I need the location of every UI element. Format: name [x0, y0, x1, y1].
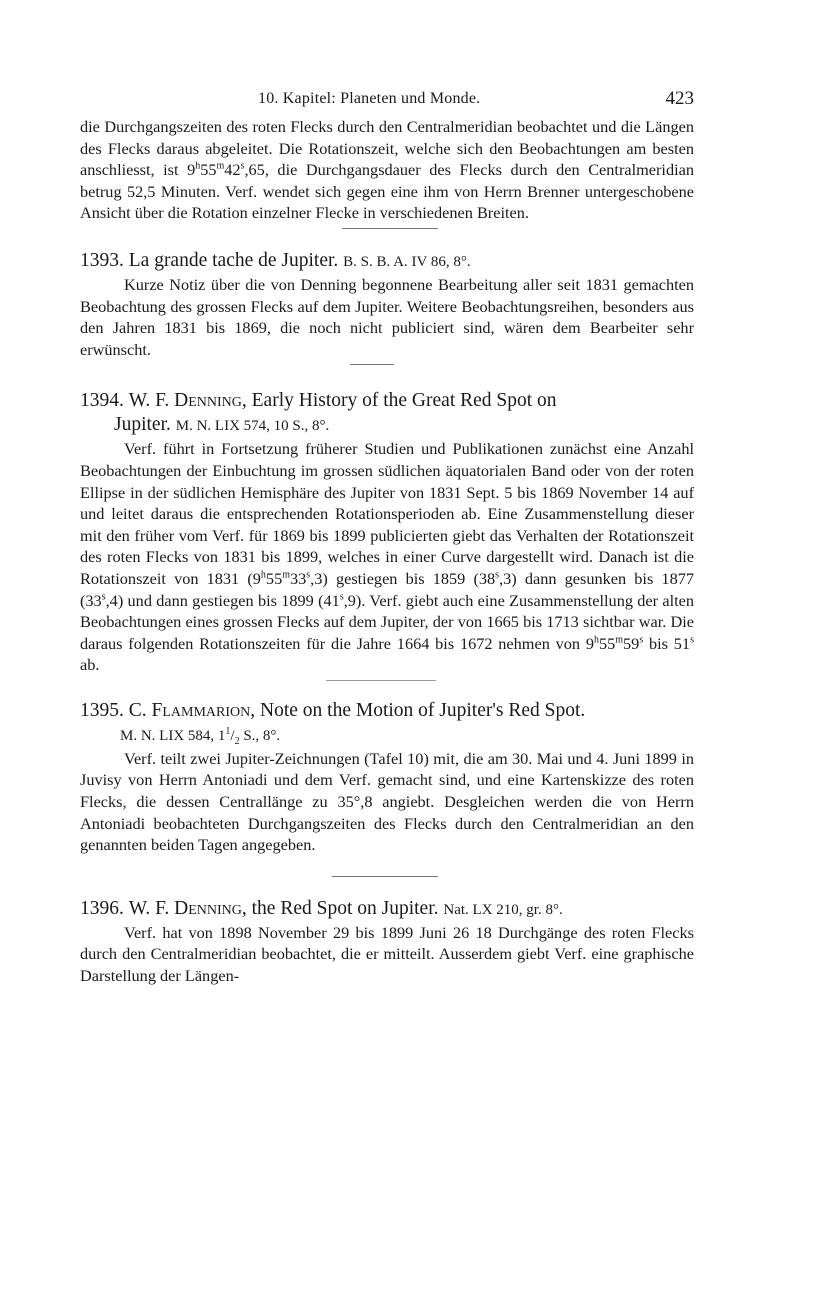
- entry-1394: [80, 389, 694, 676]
- entry-source: Nat. LX 210, gr. 8°.: [443, 901, 563, 918]
- chapter-title: 10. Kapitel: Planeten und Monde.: [258, 90, 481, 107]
- entry-title: Early History of the Great Red Spot on: [251, 390, 557, 412]
- entry-number: 1393.: [80, 249, 124, 271]
- entry-body: Verf. teilt zwei Jupiter-Zeichnungen (Tafel 10) mit, die am 30. Mai und 4. Juni 1899 in Juvisy von Herrn Antoniadi und dem Verf. gemacht sind, und eine Kartenskizze des roten Flecks, die dessen Centrallänge zu 35°,8 angiebt. Desgleichen werden die von Herrn Antoniadi beobachteten Durchgangszeiten des Flecks durch den Centralmeridian an den genannten beiden Tagen angegeben.: [80, 748, 694, 855]
- entry-source: B. S. B. A. IV 86, 8°.: [343, 253, 471, 270]
- entry-title: Note on the Motion of Jupiter's Red Spot.: [260, 699, 586, 721]
- entry-1393: [80, 249, 694, 360]
- separator-rule: [80, 224, 694, 233]
- entry-body: Kurze Notiz über die von Denning begonnene Bearbeitung aller seit 1831 gemachten Beobachtung des grossen Flecks auf dem Jupiter. Weitere Beobachtungsreihen, besonders aus den Jahren 1831 bis 1869, die noch nicht publiciert sind, wären dem Bearbeiter sehr erwünscht.: [80, 274, 694, 359]
- page-number: 423: [665, 88, 694, 109]
- entry-source: M. N. LIX 584, $1^1/_2$ S., 8°.: [120, 725, 281, 747]
- entry-body: Verf. führt in Fortsetzung früherer Studien und Publikationen zunächst eine Anzahl Beobachtungen der Einbuchtung im grossen südlichen äquatorialen Band oder von der roten Ellipse in der südlichen Hemisphäre des Jupiter von 1831 Sept. 5 bis 1869 November 14 auf und leitet daraus die entsprechenden Rotationsperioden ab. Eine Zusammenstellung dieser mit den früher vom Verf. für 1869 bis 1899 publicierten giebt das Verhalten der Rotationszeit des roten Flecks von 1831 bis 1899, welches in einer Curve dargestellt wird. Danach ist die Rotationszeit von 1831 (9$^h$55$^m$33$^s$,3) gestiegen bis 1859 (38$^s$,3) dann gesunken bis 1877 (33$^s$,4) und dann gestiegen bis 1899 (41$^s$,9). Verf. giebt auch eine Zusammenstellung der alten Beobachtungen eines grossen Flecks auf dem Jupiter, der von 1665 bis 1713 sichtbar war. Die daraus folgenden Rotationszeiten für die Jahre 1664 bis 1672 nehmen von 9$^h$55$^m$59$^s$ bis 51$^s$ ab.: [80, 439, 694, 675]
- entry-1395: [80, 699, 694, 856]
- entry-body: Verf. hat von 1898 November 29 bis 1899 Juni 26 18 Durchgänge des roten Flecks durch den Centralmeridian beobachtet, die er mitteilt. Ausserdem giebt Verf. eine graphische Darstellung der Längen-: [80, 922, 694, 986]
- book-page: [80, 88, 694, 987]
- entry-author: C. Flammarion,: [128, 699, 256, 721]
- entry-number: 1394.: [80, 390, 124, 412]
- entry-author: W. F. Denning,: [128, 390, 247, 412]
- intro-paragraph: die Durchgangszeiten des roten Flecks durch den Centralmeridian beobachtet und die Längen des Flecks daraus abgeleitet. Die Rotationszeit, welche sich den Beobachtungen am besten anschliesst, ist 9$^h$55$^m$42$^s$,65, die Durchgangsdauer des Flecks durch den Centralmeridian betrug 52,5 Minuten. Verf. wendet sich gegen eine ihm von Herrn Brenner untergeschobene Ansicht über die Rotation einzelner Flecke in verschiedenen Breiten.: [80, 117, 694, 223]
- entry-number: 1396.: [80, 897, 124, 919]
- running-header: [80, 88, 694, 116]
- entry-title: the Red Spot on Jupiter.: [251, 897, 439, 919]
- entry-number: 1395.: [80, 699, 124, 721]
- separator-rule: [80, 360, 694, 369]
- entry-author: W. F. Denning,: [128, 897, 247, 919]
- separator-rule: [80, 872, 694, 881]
- entry-title: La grande tache de Jupiter.: [128, 249, 339, 271]
- entry-source: M. N. LIX 574, 10 S., 8°.: [175, 418, 330, 435]
- entry-title-cont: Jupiter.: [114, 414, 171, 436]
- entry-1396: [80, 897, 694, 987]
- separator-rule: [80, 676, 694, 685]
